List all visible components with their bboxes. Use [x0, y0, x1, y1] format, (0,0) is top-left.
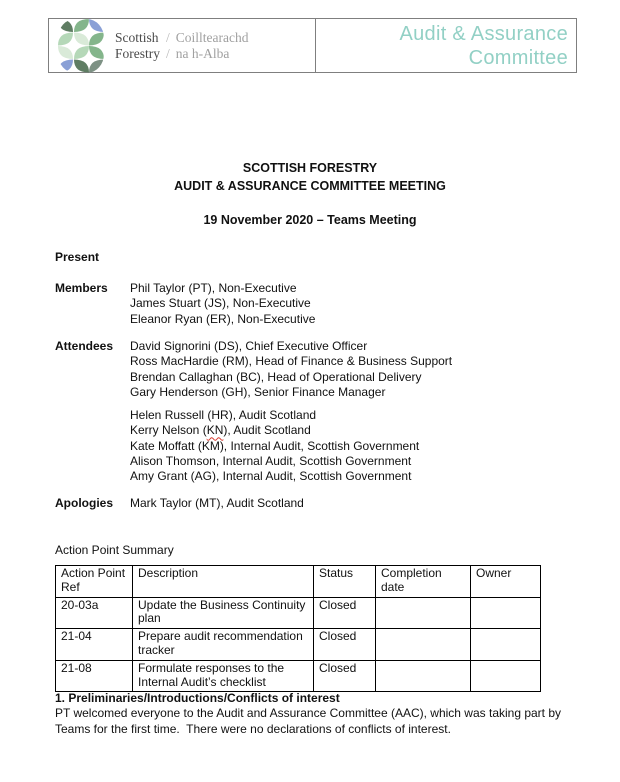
table-row [56, 597, 541, 629]
table-row [56, 629, 541, 661]
col-header-description: Description [133, 566, 314, 598]
header-banner [48, 18, 577, 73]
cell-description: Prepare audit recommendation tracker [133, 629, 314, 661]
brand-gaelic-line1: Coilltearachd [175, 29, 249, 45]
cell-status: Closed [314, 629, 376, 661]
cell-ref: 21-08 [56, 660, 133, 692]
brand-separator: / [166, 29, 170, 45]
header-committee-cell [316, 19, 576, 72]
cell-completion-date [376, 660, 471, 692]
spellcheck-flagged-text: KN [206, 423, 224, 438]
attendees-list [130, 339, 452, 485]
attendee-line: David Signorini (DS), Chief Executive Officer [130, 339, 368, 353]
attendees-label: Attendees [55, 339, 114, 353]
cell-description: Update the Business Continuity plan [133, 597, 314, 629]
attendee-name-suffix: ), Audit Scotland [223, 423, 311, 438]
members-label: Members [55, 281, 108, 295]
member-line: Phil Taylor (PT), Non-Executive [130, 281, 297, 295]
attendee-line [130, 423, 452, 438]
attendee-line: Brendan Callaghan (BC), Head of Operational Delivery [130, 369, 422, 384]
section-1-heading: 1. Preliminaries/Introductions/Conflicts of interest [55, 691, 340, 705]
cell-description: Formulate responses to the Internal Audit’s checklist [133, 660, 314, 692]
cell-owner [471, 660, 541, 692]
action-summary-heading: Action Point Summary [55, 543, 174, 557]
attendee-line: Alison Thomson, Internal Audit, Scottish Government [130, 454, 412, 469]
cell-owner [471, 597, 541, 629]
section-1 [55, 691, 570, 737]
attendee-name-prefix: Kerry Nelson ( [130, 423, 207, 438]
attendee-line: Kate Moffatt (KM), Internal Audit, Scottish Government [130, 438, 420, 453]
col-header-status: Status [314, 566, 376, 598]
title-line2: AUDIT & ASSURANCE COMMITTEE MEETING [174, 178, 446, 193]
brand-en-line2: Forestry [115, 45, 160, 61]
brand-en-line1: Scottish [115, 29, 159, 45]
cell-status: Closed [314, 660, 376, 692]
cell-ref: 20-03a [56, 597, 133, 629]
committee-title-line1: Audit & Assurance [399, 22, 568, 45]
committee-title-line2: Committee [468, 46, 568, 69]
scottish-forestry-logo-icon [58, 19, 104, 73]
table-header-row [56, 566, 541, 598]
cell-completion-date [376, 629, 471, 661]
apology-line: Mark Taylor (MT), Audit Scotland [130, 496, 304, 510]
attendees-group-gap [130, 400, 452, 408]
meeting-date-line: 19 November 2020 – Teams Meeting [203, 213, 417, 227]
apologies-section [55, 496, 304, 511]
apologies-label: Apologies [55, 496, 114, 510]
cell-completion-date [376, 597, 471, 629]
members-list [130, 281, 315, 327]
present-heading: Present [55, 250, 100, 264]
attendee-line: Gary Henderson (GH), Senior Finance Manager [130, 384, 386, 399]
brand-wordmark [115, 30, 249, 62]
col-header-completion-date: Completion date [376, 566, 471, 598]
attendee-line: Ross MacHardie (RM), Head of Finance & Business Support [130, 354, 453, 369]
title-line1: SCOTTISH FORESTRY [242, 161, 378, 175]
cell-ref: 21-04 [56, 629, 133, 661]
col-header-ref: Action Point Ref [56, 566, 133, 598]
header-brand-cell [49, 19, 316, 72]
document-title [0, 160, 620, 195]
members-section [55, 281, 315, 327]
attendee-line: Amy Grant (AG), Internal Audit, Scottish Government [130, 469, 412, 484]
cell-status: Closed [314, 597, 376, 629]
action-point-table [55, 565, 541, 692]
member-line: James Stuart (JS), Non-Executive [130, 296, 311, 311]
cell-owner [471, 629, 541, 661]
col-header-owner: Owner [471, 566, 541, 598]
brand-separator-2: / [166, 45, 170, 61]
attendee-line: Helen Russell (HR), Audit Scotland [130, 408, 317, 423]
section-1-body: PT welcomed everyone to the Audit and Assurance Committee (AAC), which was taking part by Teams for the first time. There were no declarations of conflicts of interest. [55, 706, 565, 736]
member-line: Eleanor Ryan (ER), Non-Executive [130, 311, 316, 326]
brand-gaelic-line2: na h-Alba [175, 45, 230, 61]
attendees-section [55, 339, 452, 485]
apologies-list [130, 496, 304, 511]
table-row [56, 660, 541, 692]
